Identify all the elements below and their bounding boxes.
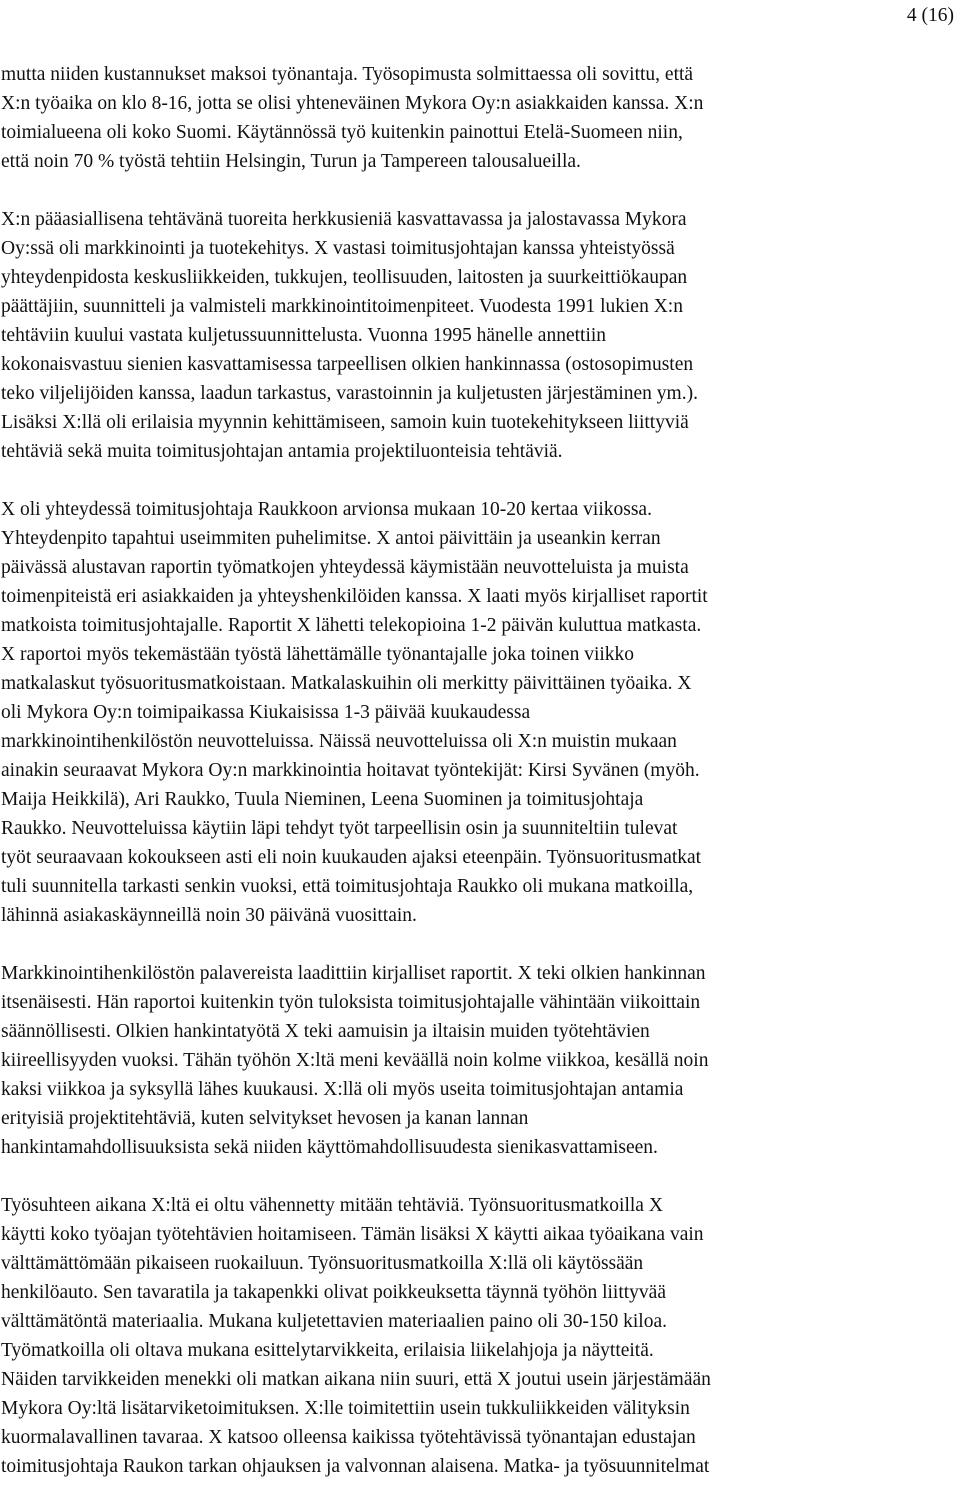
text-line: yhteydenpidosta keskusliikkeiden, tukkujen, teollisuuden, laitosten ja suurkeittiökaupan xyxy=(1,267,688,288)
text-line: hankintamahdollisuuksista sekä niiden käyttömahdollisuudesta sienikasvattamiseen. xyxy=(1,1137,658,1158)
text-line: henkilöauto. Sen tavaratila ja takapenkki olivat poikkeuksetta täynnä työhön liittyvää xyxy=(1,1282,666,1303)
paragraph-3 xyxy=(1,495,959,930)
paragraph-5 xyxy=(1,1191,959,1481)
text-line: päivässä alustavan raportin työmatkojen yhteydessä käymistään neuvotteluista ja muista xyxy=(1,557,689,578)
paragraph-1 xyxy=(1,60,959,176)
text-line: oli Mykora Oy:n toimipaikassa Kiukaisissa 1-3 päivää kuukaudessa xyxy=(1,702,531,723)
text-line: X:n pääasiallisena tehtävänä tuoreita herkkusieniä kasvattavassa ja jalostavassa Mykora xyxy=(1,209,687,230)
text-line: tehtäviin kuului vastata kuljetussuunnittelusta. Vuonna 1995 hänelle annettiin xyxy=(1,325,607,346)
text-line: tehtäviä sekä muita toimitusjohtajan antamia projektiluonteisia tehtäviä. xyxy=(1,441,563,462)
text-line: Yhteydenpito tapahtui useimmiten puhelimitse. X antoi päivittäin ja useankin kerran xyxy=(1,528,661,549)
text-line: kokonaisvastuu sienien kasvattamisessa tarpeellisen olkien hankinnassa (ostosopimusten xyxy=(1,354,694,375)
text-line: päättäjiin, suunnitteli ja valmisteli markkinointitoimenpiteet. Vuodesta 1991 lukien X:n xyxy=(1,296,683,317)
text-line: itsenäisesti. Hän raportoi kuitenkin työn tuloksista toimitusjohtajalle vähintään viikoittain xyxy=(1,992,701,1013)
text-line: säännöllisesti. Olkien hankintatyötä X teki aamuisin ja iltaisin muiden työtehtävien xyxy=(1,1021,650,1042)
text-line: Maija Heikkilä), Ari Raukko, Tuula Nieminen, Leena Suominen ja toimitusjohtaja xyxy=(1,789,644,810)
text-line: Markkinointihenkilöstön palavereista laadittiin kirjalliset raportit. X teki olkien hankinnan xyxy=(1,963,706,984)
text-line: Näiden tarvikkeiden menekki oli matkan aikana niin suuri, että X joutui usein järjestämään xyxy=(1,1369,711,1390)
paragraph-4 xyxy=(1,959,959,1162)
text-line: erityisiä projektitehtäviä, kuten selvitykset hevosen ja kanan lannan xyxy=(1,1108,529,1129)
text-line: markkinointihenkilöstön neuvotteluissa. Näissä neuvotteluissa oli X:n muistin mukaan xyxy=(1,731,677,752)
text-line: Raukko. Neuvotteluissa käytiin läpi tehdyt työt tarpeellisin osin ja suunniteltiin tulevat xyxy=(1,818,678,839)
paragraph-2 xyxy=(1,205,959,466)
text-line: työt seuraavaan kokoukseen asti eli noin kuukauden ajaksi eteenpäin. Työnsuoritusmatkat xyxy=(1,847,702,868)
text-line: matkalaskut työsuoritusmatkoistaan. Matkalaskuihin oli merkitty päivittäinen työaika. X xyxy=(1,673,692,694)
text-line: Lisäksi X:llä oli erilaisia myynnin kehittämiseen, samoin kuin tuotekehitykseen liittyviä xyxy=(1,412,689,433)
text-line: toimenpiteistä eri asiakkaiden ja yhteyshenkilöiden kanssa. X laati myös kirjalliset raportit xyxy=(1,586,708,607)
text-line: kaksi viikkoa ja syksyllä lähes kuukausi. X:llä oli myös useita toimitusjohtajan antamia xyxy=(1,1079,684,1100)
text-line: että noin 70 % työstä tehtiin Helsingin, Turun ja Tampereen talousalueilla. xyxy=(1,151,581,172)
text-line: X:n työaika on klo 8-16, jotta se olisi yhteneväinen Mykora Oy:n asiakkaiden kanssa. X:n xyxy=(1,93,704,114)
text-line: Työmatkoilla oli oltava mukana esittelytarvikkeita, erilaisia liikelahjoja ja näytteitä. xyxy=(1,1340,654,1361)
text-line: X raportoi myös tekemästään työstä lähettämälle työnantajalle joka toinen viikko xyxy=(1,644,635,665)
page-number: 4 (16) xyxy=(906,5,954,26)
text-line: teko viljelijöiden kanssa, laadun tarkastus, varastoinnin ja kuljetusten järjestäminen ym.). xyxy=(1,383,698,404)
text-line: välttämättömään pikaiseen ruokailuun. Työnsuoritusmatkoilla X:llä oli käytössään xyxy=(1,1253,644,1274)
text-line: Työsuhteen aikana X:ltä ei oltu vähennetty mitään tehtäviä. Työnsuoritusmatkoilla X xyxy=(1,1195,663,1216)
document-body xyxy=(1,60,959,1510)
text-line: toimitusjohtaja Raukon tarkan ohjauksen ja valvonnan alaisena. Matka- ja työsuunnitelmat xyxy=(1,1456,710,1477)
text-line: toimialueena oli koko Suomi. Käytännössä työ kuitenkin painottui Etelä-Suomeen niin, xyxy=(1,122,683,143)
text-line: tuli suunnitella tarkasti senkin vuoksi, että toimitusjohtaja Raukko oli mukana matkoilla, xyxy=(1,876,694,897)
text-line: kiireellisyyden vuoksi. Tähän työhön X:ltä meni keväällä noin kolme viikkoa, kesällä noin xyxy=(1,1050,709,1071)
text-line: X oli yhteydessä toimitusjohtaja Raukkoon arvionsa mukaan 10-20 kertaa viikossa. xyxy=(1,499,652,520)
text-line: välttämätöntä materiaalia. Mukana kuljetettavien materiaalien paino oli 30-150 kiloa. xyxy=(1,1311,668,1332)
text-line: mutta niiden kustannukset maksoi työnantaja. Työsopimusta solmittaessa oli sovittu, että xyxy=(1,64,694,85)
text-line: lähinnä asiakaskäynneillä noin 30 päivänä vuosittain. xyxy=(1,905,417,926)
text-line: Oy:ssä oli markkinointi ja tuotekehitys. X vastasi toimitusjohtajan kanssa yhteistyössä xyxy=(1,238,675,259)
text-line: kuormalavallinen tavaraa. X katsoo olleensa kaikissa työtehtävissä työnantajan edustajan xyxy=(1,1427,696,1448)
text-line: matkoista toimitusjohtajalle. Raportit X lähetti telekopioina 1-2 päivän kuluttua matkasta. xyxy=(1,615,702,636)
text-line: käytti koko työajan työtehtävien hoitamiseen. Tämän lisäksi X käytti aikaa työaikana vain xyxy=(1,1224,704,1245)
text-line: ainakin seuraavat Mykora Oy:n markkinointia hoitavat työntekijät: Kirsi Syvänen (myöh. xyxy=(1,760,700,781)
text-line: Mykora Oy:ltä lisätarviketoimituksen. X:lle toimitettiin usein tukkuliikkeiden välityksin xyxy=(1,1398,690,1419)
